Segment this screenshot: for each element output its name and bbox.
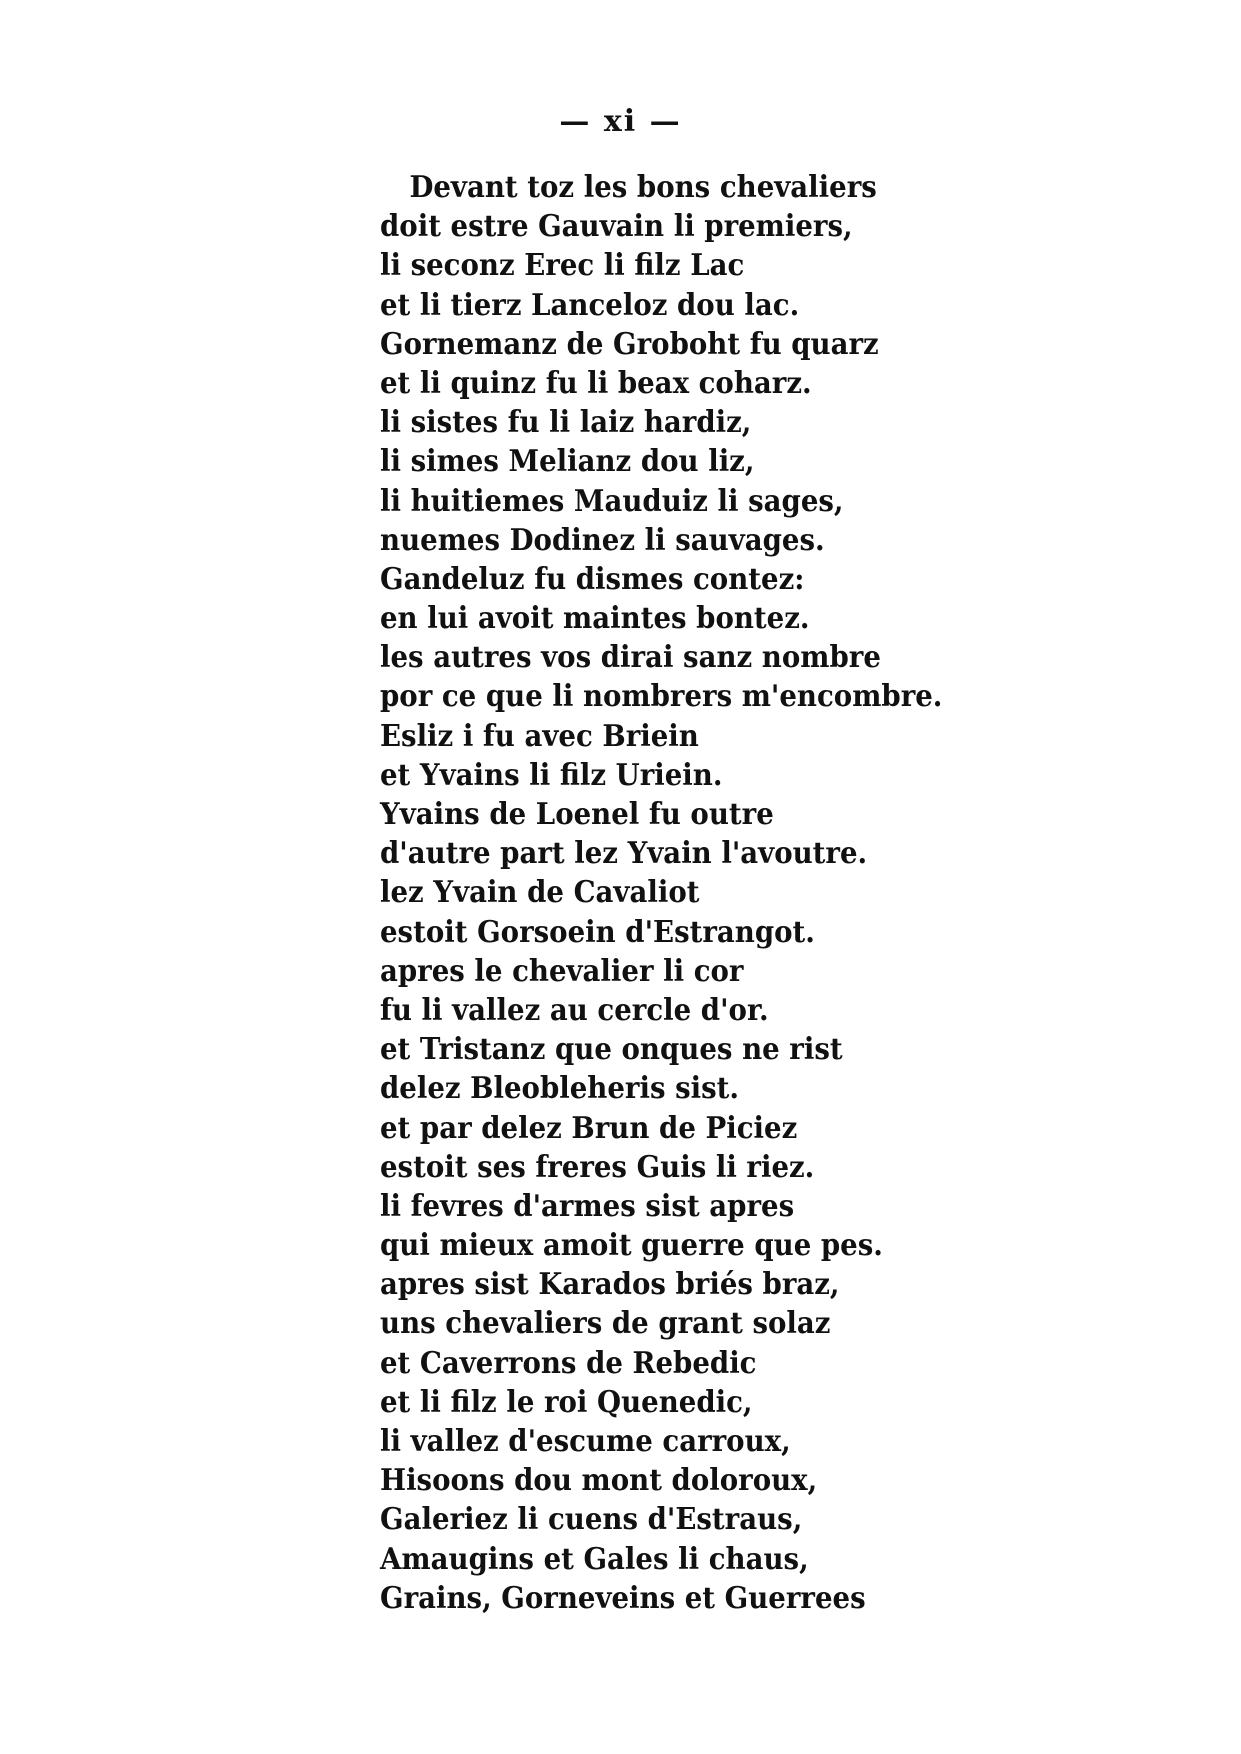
verse-line: en lui avoit maintes bontez. xyxy=(380,601,810,637)
verse-line: li sistes fu li laiz hardiz, xyxy=(380,405,752,441)
verse-line: et Caverrons de Rebedic xyxy=(380,1345,757,1381)
verse-line: uns chevaliers de grant solaz xyxy=(380,1306,831,1342)
verse-line: delez Bleobleheris sist. xyxy=(380,1071,740,1107)
verse-line: li seconz Erec li filz Lac xyxy=(380,248,745,284)
verse-line: les autres vos dirai sanz nombre xyxy=(380,640,881,676)
poem-text xyxy=(380,168,1220,1618)
verse-line: li vallez d'escume carroux, xyxy=(380,1424,791,1459)
verse-line: estoit Gorsoein d'Estrangot. xyxy=(380,914,815,950)
verse-line: Galeriez li cuens d'Estraus, xyxy=(380,1502,803,1538)
verse-line: Esliz i fu avec Briein xyxy=(380,718,699,754)
verse-line: d'autre part lez Yvain l'avoutre. xyxy=(380,836,868,872)
verse-line: et par delez Brun de Piciez xyxy=(380,1110,798,1146)
verse-line: Gornemanz de Groboht fu quarz xyxy=(380,326,879,362)
verse-line: li simes Melianz dou liz, xyxy=(380,444,755,480)
verse-line: et li tierz Lanceloz dou lac. xyxy=(380,287,800,323)
verse-line: li huitiemes Mauduiz li sages, xyxy=(380,483,844,519)
verse-line: Devant toz les bons chevaliers xyxy=(409,170,877,205)
verse-line: estoit ses freres Guis li riez. xyxy=(380,1149,815,1185)
verse-line: Gandeluz fu dismes contez: xyxy=(380,561,805,597)
verse-line: et li quinz fu li beax coharz. xyxy=(380,365,812,401)
verse-line: Hisoons dou mont doloroux, xyxy=(380,1463,818,1499)
verse-line: apres sist Karados briés braz, xyxy=(380,1267,840,1303)
verse-line: qui mieux amoit guerre que pes. xyxy=(380,1228,883,1264)
verse-line: nuemes Dodinez li sauvages. xyxy=(380,522,825,558)
verse-line: apres le chevalier li cor xyxy=(380,953,744,989)
verse-line: li fevres d'armes sist apres xyxy=(380,1188,795,1224)
verse-line: Grains, Gorneveins et Guerrees xyxy=(380,1580,866,1616)
page-number: — xi — xyxy=(559,104,682,139)
verse-line: et li filz le roi Quenedic, xyxy=(380,1384,753,1420)
verse-line: Yvains de Loenel fu outre xyxy=(380,797,774,832)
verse-line: por ce que li nombrers m'encombre. xyxy=(380,679,943,715)
verse-line: et Yvains li filz Uriein. xyxy=(380,757,723,793)
verse-line: Amaugins et Gales li chaus, xyxy=(380,1541,809,1577)
verse-line: et Tristanz que onques ne rist xyxy=(380,1032,843,1068)
verse-line: fu li vallez au cercle d'or. xyxy=(380,992,769,1028)
verse-line: lez Yvain de Cavaliot xyxy=(380,875,700,911)
verse-line: doit estre Gauvain li premiers, xyxy=(380,209,853,245)
